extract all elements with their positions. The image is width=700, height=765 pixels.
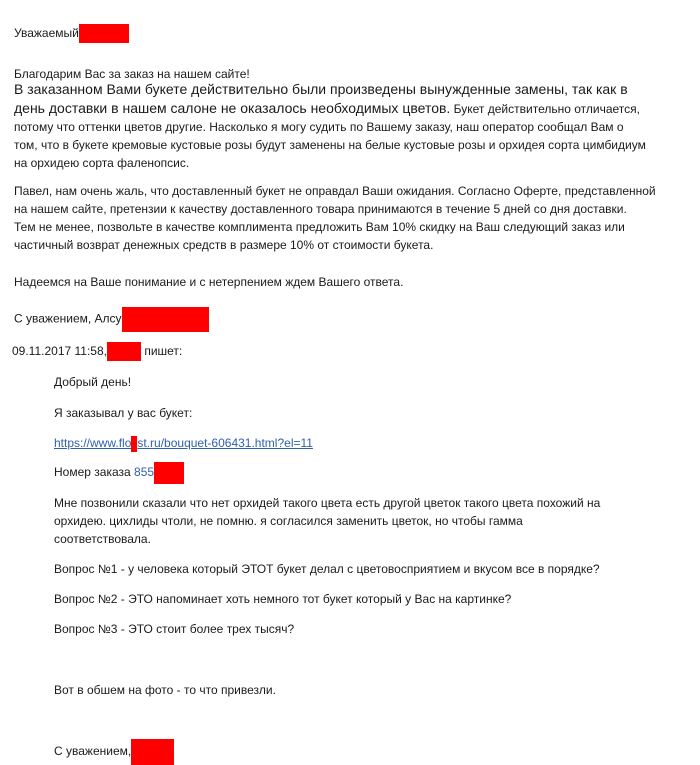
para1-line1: В заказанном Вами букете действительно были произведены вынужденные замены, так как в (14, 81, 628, 97)
para1-line2-big: день доставки в нашем салоне не оказалось необходимых цветов. (14, 100, 451, 116)
thanks-text: Благодарим Вас за заказ на нашем сайте! (14, 67, 250, 81)
para2-line2: на нашем сайте, претензии к качеству доставленного товара принимаются в течение 5 дней со дня доставки. (14, 202, 627, 216)
quoted-ordered: Я заказывал у вас букет: (54, 406, 193, 420)
bouquet-link[interactable] (54, 436, 313, 450)
signoff-text: С уважением, Алсу (14, 311, 122, 326)
quote-writes: пишет: (144, 344, 183, 358)
quoted-text1: Мне позвонили сказали что нет орхидей такого цвета есть другой цветок такого цвета похожий на (54, 496, 601, 510)
quoted-complaint (54, 494, 600, 548)
para1-line3: потому что оттенки цветов другие. Насколько я могу судить по Вашему заказу, наш оператор сообщал Вам о (14, 120, 624, 134)
para1-line2-tail: Букет действительно отличается, (450, 102, 640, 116)
quoted-text3: соответствовала. (54, 532, 151, 546)
para1-line4: том, что в букете кремовые кустовые розы будут заменены на белые кустовые розы и орхидея сорта цимбидиум (14, 138, 646, 152)
redacted-order-number (154, 462, 184, 484)
redacted-surname (122, 307, 209, 332)
quote-date: 09.11.2017 11:58, (12, 344, 107, 358)
quoted-regards-line (54, 739, 174, 765)
bouquet-link-line (54, 434, 313, 452)
question-1: Вопрос №1 - у человека который ЭТОТ букет делал с цветовосприятием и вкусом все в порядке? (54, 562, 600, 576)
quoted-photo-note: Вот в обшем на фото - то что привезли. (54, 683, 276, 697)
signoff-line (14, 307, 209, 332)
quoted-hello: Добрый день! (54, 375, 132, 389)
greeting-text: Уважаемый (14, 26, 79, 40)
order-number[interactable]: 855 (134, 465, 155, 480)
para2-line1: Павел, нам очень жаль, что доставленный букет не оправдал Ваши ожидания. Согласно Оферте, представленной (14, 184, 656, 198)
quoted-regards: С уважением, (54, 744, 132, 759)
redacted-sender (107, 342, 141, 361)
paragraph-apology (14, 182, 656, 254)
bouquet-link-part2: st.ru/bouquet-606431.html?el=11 (137, 436, 313, 450)
greeting-line (14, 24, 129, 43)
order-number-line (54, 462, 184, 484)
para2-line4: частичный возврат денежных средств в размере 10% от стоимости букета. (14, 238, 434, 252)
para2-line3: Тем не менее, позвольте в качестве комплимента предложить Вам 10% скидку на Ваш следующий заказ или (14, 220, 625, 234)
redacted-customer-name (131, 739, 174, 765)
question-3: Вопрос №3 - ЭТО стоит более трех тысяч? (54, 622, 295, 636)
paragraph-replacements (14, 80, 646, 172)
bouquet-link-part1: https://www.flo (54, 436, 132, 450)
para1-line2 (14, 99, 646, 118)
redacted-name (79, 24, 129, 43)
quote-header (12, 342, 182, 361)
para1-line5: на орхидею сорта фаленопсис. (14, 156, 190, 170)
hope-text: Надеемся на Ваше понимание и с нетерпением ждем Вашего ответа. (14, 275, 404, 289)
quoted-text2: орхидею. цихлиды чтоли, не помню. я согласился заменить цветок, но чтобы гамма (54, 514, 523, 528)
question-2: Вопрос №2 - ЭТО напоминает хоть немного тот букет который у Вас на картинке? (54, 592, 512, 606)
order-label: Номер заказа (54, 465, 131, 480)
